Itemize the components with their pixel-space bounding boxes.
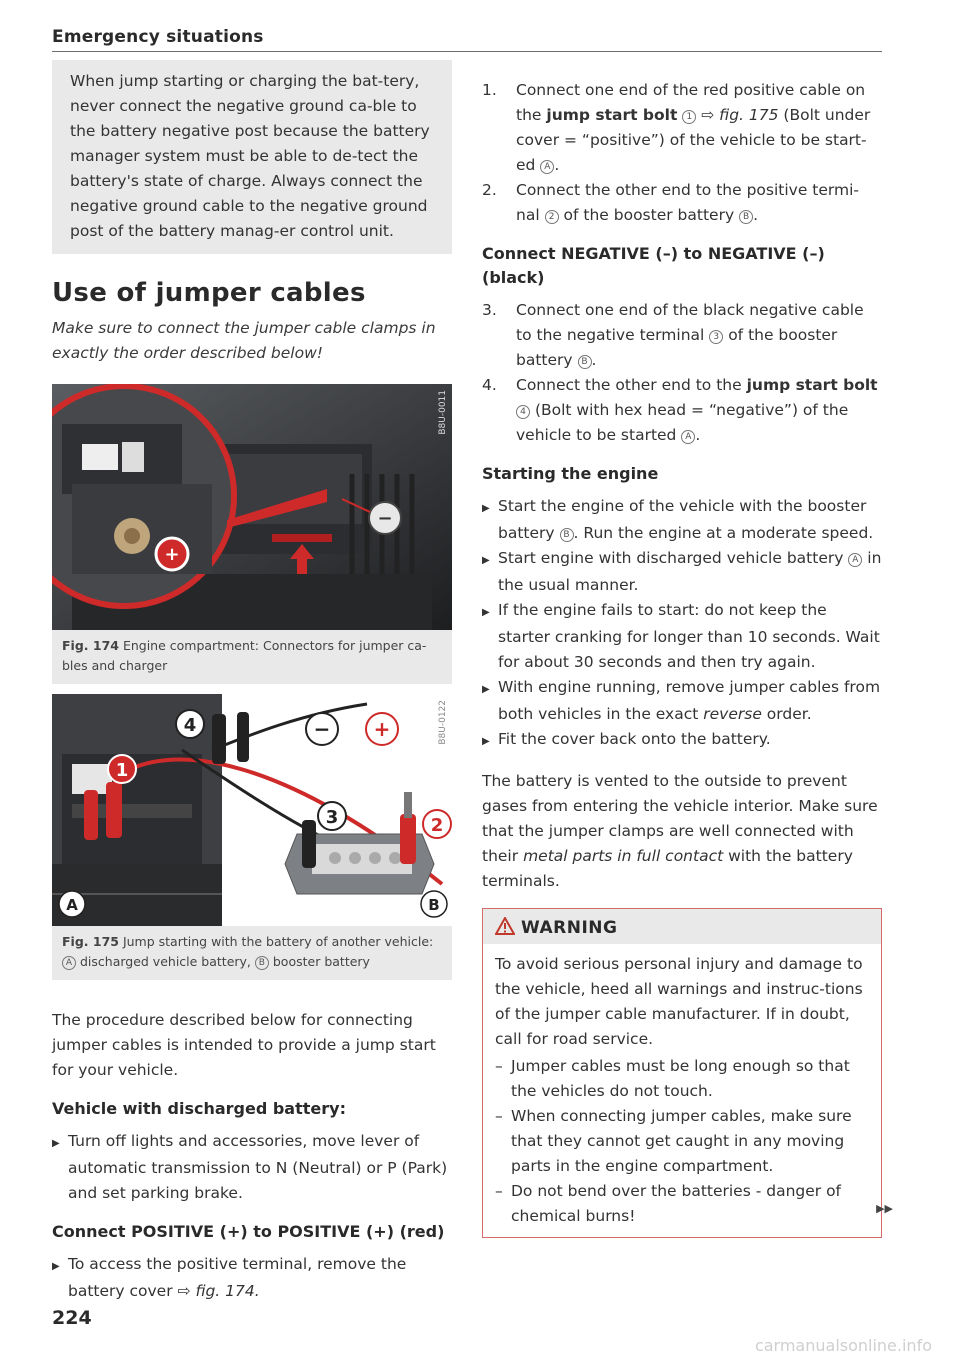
vent-paragraph: [482, 769, 882, 894]
bullet-access-text: To access the positive terminal, remove the battery cover: [68, 1255, 407, 1300]
subhead-starting: Starting the engine: [482, 464, 659, 483]
step-2-text-b: of the booster battery: [563, 206, 735, 224]
fig174-plus-symbol: +: [164, 544, 180, 565]
bullet-arrow-icon: ▶: [52, 1138, 60, 1149]
step-3-text-b: of the booster battery: [516, 326, 838, 369]
vent-emphasis: metal parts in full contact: [523, 847, 724, 865]
step-1: 1. Connect one end of the red positive cable on the jump start bolt 1 ⇨ fig. 175 (Bolt under cover = “positive”) of the vehicle to be start-ed A .: [482, 78, 882, 178]
callout-4: 4: [183, 715, 197, 736]
step-3-number: 3.: [482, 301, 497, 319]
subhead-negative: Connect NEGATIVE (–) to NEGATIVE (–) (black): [482, 244, 825, 287]
warning-item-text: Jumper cables must be long enough so that the vehicles do not touch.: [511, 1057, 850, 1100]
section-intro: Make sure to connect the jumper cable clamps in exactly the order described below!: [52, 319, 436, 362]
bullet-fails: [482, 598, 882, 675]
bullet-start-booster-text-b: . Run the engine at a moderate speed.: [573, 524, 874, 542]
bullet-start-discharged-text-b: in the usual manner.: [498, 549, 882, 594]
bullet-fails-text: If the engine fails to start: do not keep the starter cranking for longer than 10 seconds. Wait for about 30 seconds and then try again.: [498, 601, 880, 671]
bullet-label-b: B: [560, 528, 574, 542]
page-header: [52, 28, 882, 52]
figure-174-caption-text: Engine compartment: Connectors for jumper ca-bles and charger: [62, 638, 427, 673]
caption-text-b: booster battery: [272, 954, 370, 969]
caption-text-a: discharged vehicle battery,: [79, 954, 251, 969]
warning-item: – Do not bend over the batteries - danger of chemical burns!: [495, 1182, 842, 1225]
warning-triangle-icon: [495, 917, 515, 935]
right-column: [482, 78, 893, 1238]
bullet-remove-text-b: order.: [766, 705, 812, 723]
caption-label-b: B: [255, 956, 269, 970]
warning-text: To avoid serious personal injury and damage to the vehicle, heed all warnings and instruc-tions of the jumper cable manufacturer. If in doubt, call for road service.: [495, 955, 863, 1048]
step-4-number: 4.: [482, 376, 497, 394]
step-2-label-b: B: [739, 210, 753, 224]
fig-175-reference-link[interactable]: ⇨ fig. 175: [701, 106, 779, 124]
warning-body: [483, 944, 881, 1237]
vent-text-a: The battery is vented to the outside to prevent gases from entering the vehicle interior. Make sure that the jumper clamps are well connected with their: [482, 772, 878, 865]
bullet-arrow-icon: ▶: [482, 503, 490, 514]
subhead-discharged: Vehicle with discharged battery:: [52, 1099, 346, 1118]
warning-header: [483, 909, 881, 944]
figure-174-image: [52, 384, 452, 630]
step-1-label-a: A: [540, 160, 554, 174]
callout-3: 3: [325, 807, 339, 828]
step-2: 2. Connect the other end to the positive termi-nal 2 of the booster battery B .: [482, 178, 882, 228]
figure-174-number: Fig. 174: [62, 638, 119, 653]
bullet-arrow-icon: ▶: [482, 736, 490, 747]
bullet-remove-text-a: With engine running, remove jumper cables from both vehicles in the exact: [498, 678, 881, 723]
callout-1: 1: [115, 760, 129, 781]
bullet-arrow-icon: ▶: [52, 1261, 60, 1272]
figure-175-code: B8U-0122: [438, 700, 448, 745]
subhead-positive: Connect POSITIVE (+) to POSITIVE (+) (red): [52, 1222, 445, 1241]
step-1-text-a: Connect one end of the red positive cable on the: [516, 81, 866, 124]
header-title: Emergency situations: [52, 27, 264, 47]
step-1-callout: 1: [682, 110, 696, 124]
step-3-callout: 3: [709, 330, 723, 344]
procedure-paragraph: The procedure described below for connecting jumper cables is intended to provide a jump start for your vehicle.: [52, 1011, 436, 1079]
bullet-access: [52, 1252, 452, 1304]
section-title: Use of jumper cables: [52, 278, 366, 308]
left-column: [52, 60, 452, 1304]
step-2-text-a: Connect the other end to the positive termi-nal: [516, 181, 860, 224]
figure-174-code: B8U-0011: [438, 390, 448, 435]
figure-175-image: [52, 694, 452, 926]
step-3-text-a: Connect one end of the black negative cable to the negative terminal: [516, 301, 864, 344]
warning-title: WARNING: [521, 918, 618, 938]
step-4-bold: jump start bolt: [746, 376, 878, 394]
callout-2: 2: [430, 815, 444, 836]
bullet-start-booster: [482, 494, 882, 546]
figure-174: [52, 384, 452, 684]
fig-174-reference-link[interactable]: ⇨ fig. 174.: [177, 1282, 260, 1300]
fig175-minus-symbol: −: [313, 717, 331, 741]
bullet-start-discharged: [482, 546, 882, 598]
bullet-arrow-icon: ▶: [482, 684, 490, 695]
warning-item: – Jumper cables must be long enough so that the vehicles do not touch.: [495, 1057, 850, 1100]
fig174-minus-symbol: −: [377, 508, 393, 529]
step-4-label-a: A: [681, 430, 695, 444]
note-box: When jump starting or charging the bat-tery, never connect the negative ground ca-ble to the battery negative post because the battery manager system must be able to de-tect the battery's state of charge. Always connect the negative ground cable to the negative ground post of the battery manag-er control unit.: [52, 60, 452, 254]
bullet-label-a: A: [848, 553, 862, 567]
watermark: carmanualsonline.info: [754, 1336, 932, 1355]
label-a-vehicle: A: [66, 896, 78, 914]
figure-175-number: Fig. 175: [62, 934, 119, 949]
step-4-text-a: Connect the other end to the: [516, 376, 742, 394]
step-4-callout: 4: [516, 405, 530, 419]
step-4: 4. Connect the other end to the jump start bolt 4 (Bolt with hex head = “negative”) of the vehicle to be started A .: [482, 373, 882, 448]
step-2-number: 2.: [482, 181, 497, 199]
caption-label-a: A: [62, 956, 76, 970]
fig175-plus-symbol: +: [373, 717, 391, 741]
label-b-booster: B: [428, 896, 440, 914]
step-4-text-b: (Bolt with hex head = “negative”) of the vehicle to be started: [516, 401, 849, 444]
bullet-start-booster-text-a: Start the engine of the vehicle with the booster battery: [498, 497, 867, 542]
warning-item-text: Do not bend over the batteries - danger of chemical burns!: [511, 1182, 842, 1225]
bullet-turn-off: [52, 1129, 452, 1206]
bullet-cover-text: Fit the cover back onto the battery.: [498, 730, 771, 748]
figure-175: [52, 694, 452, 980]
figure-175-caption-prefix: Jump starting with the battery of another vehicle:: [122, 934, 434, 949]
warning-box: [482, 908, 893, 1238]
vent-text-b: with the battery terminals.: [482, 847, 853, 890]
figure-175-caption: [52, 926, 452, 980]
bullet-remove: [482, 675, 882, 727]
continue-arrow-icon: ▶▶: [876, 1202, 893, 1215]
bullet-turn-off-text: Turn off lights and accessories, move lever of automatic transmission to N (Neutral) or P (Park) and set parking brake.: [68, 1132, 448, 1202]
bullet-start-discharged-text: Start engine with discharged vehicle battery: [498, 549, 844, 567]
step-3-label-b: B: [578, 355, 592, 369]
step-1-text-b: (Bolt under cover = “positive”) of the vehicle to be start-ed: [516, 106, 871, 174]
warning-item-text: When connecting jumper cables, make sure that they cannot get caught in any moving parts in the engine compartment.: [511, 1107, 852, 1175]
bullet-arrow-icon: ▶: [482, 607, 490, 618]
step-1-bold: jump start bolt: [546, 106, 678, 124]
step-3: 3. Connect one end of the black negative cable to the negative terminal 3 of the booster battery B .: [482, 298, 882, 373]
step-2-callout: 2: [545, 210, 559, 224]
warning-item: – When connecting jumper cables, make sure that they cannot get caught in any moving parts in the engine compartment.: [495, 1107, 852, 1175]
bullet-remove-emphasis: reverse: [703, 705, 762, 723]
step-1-number: 1.: [482, 81, 497, 99]
bullet-arrow-icon: ▶: [482, 555, 490, 566]
page-number: 224: [52, 1307, 92, 1329]
figure-174-caption: [52, 630, 452, 684]
bullet-cover: [482, 727, 882, 754]
